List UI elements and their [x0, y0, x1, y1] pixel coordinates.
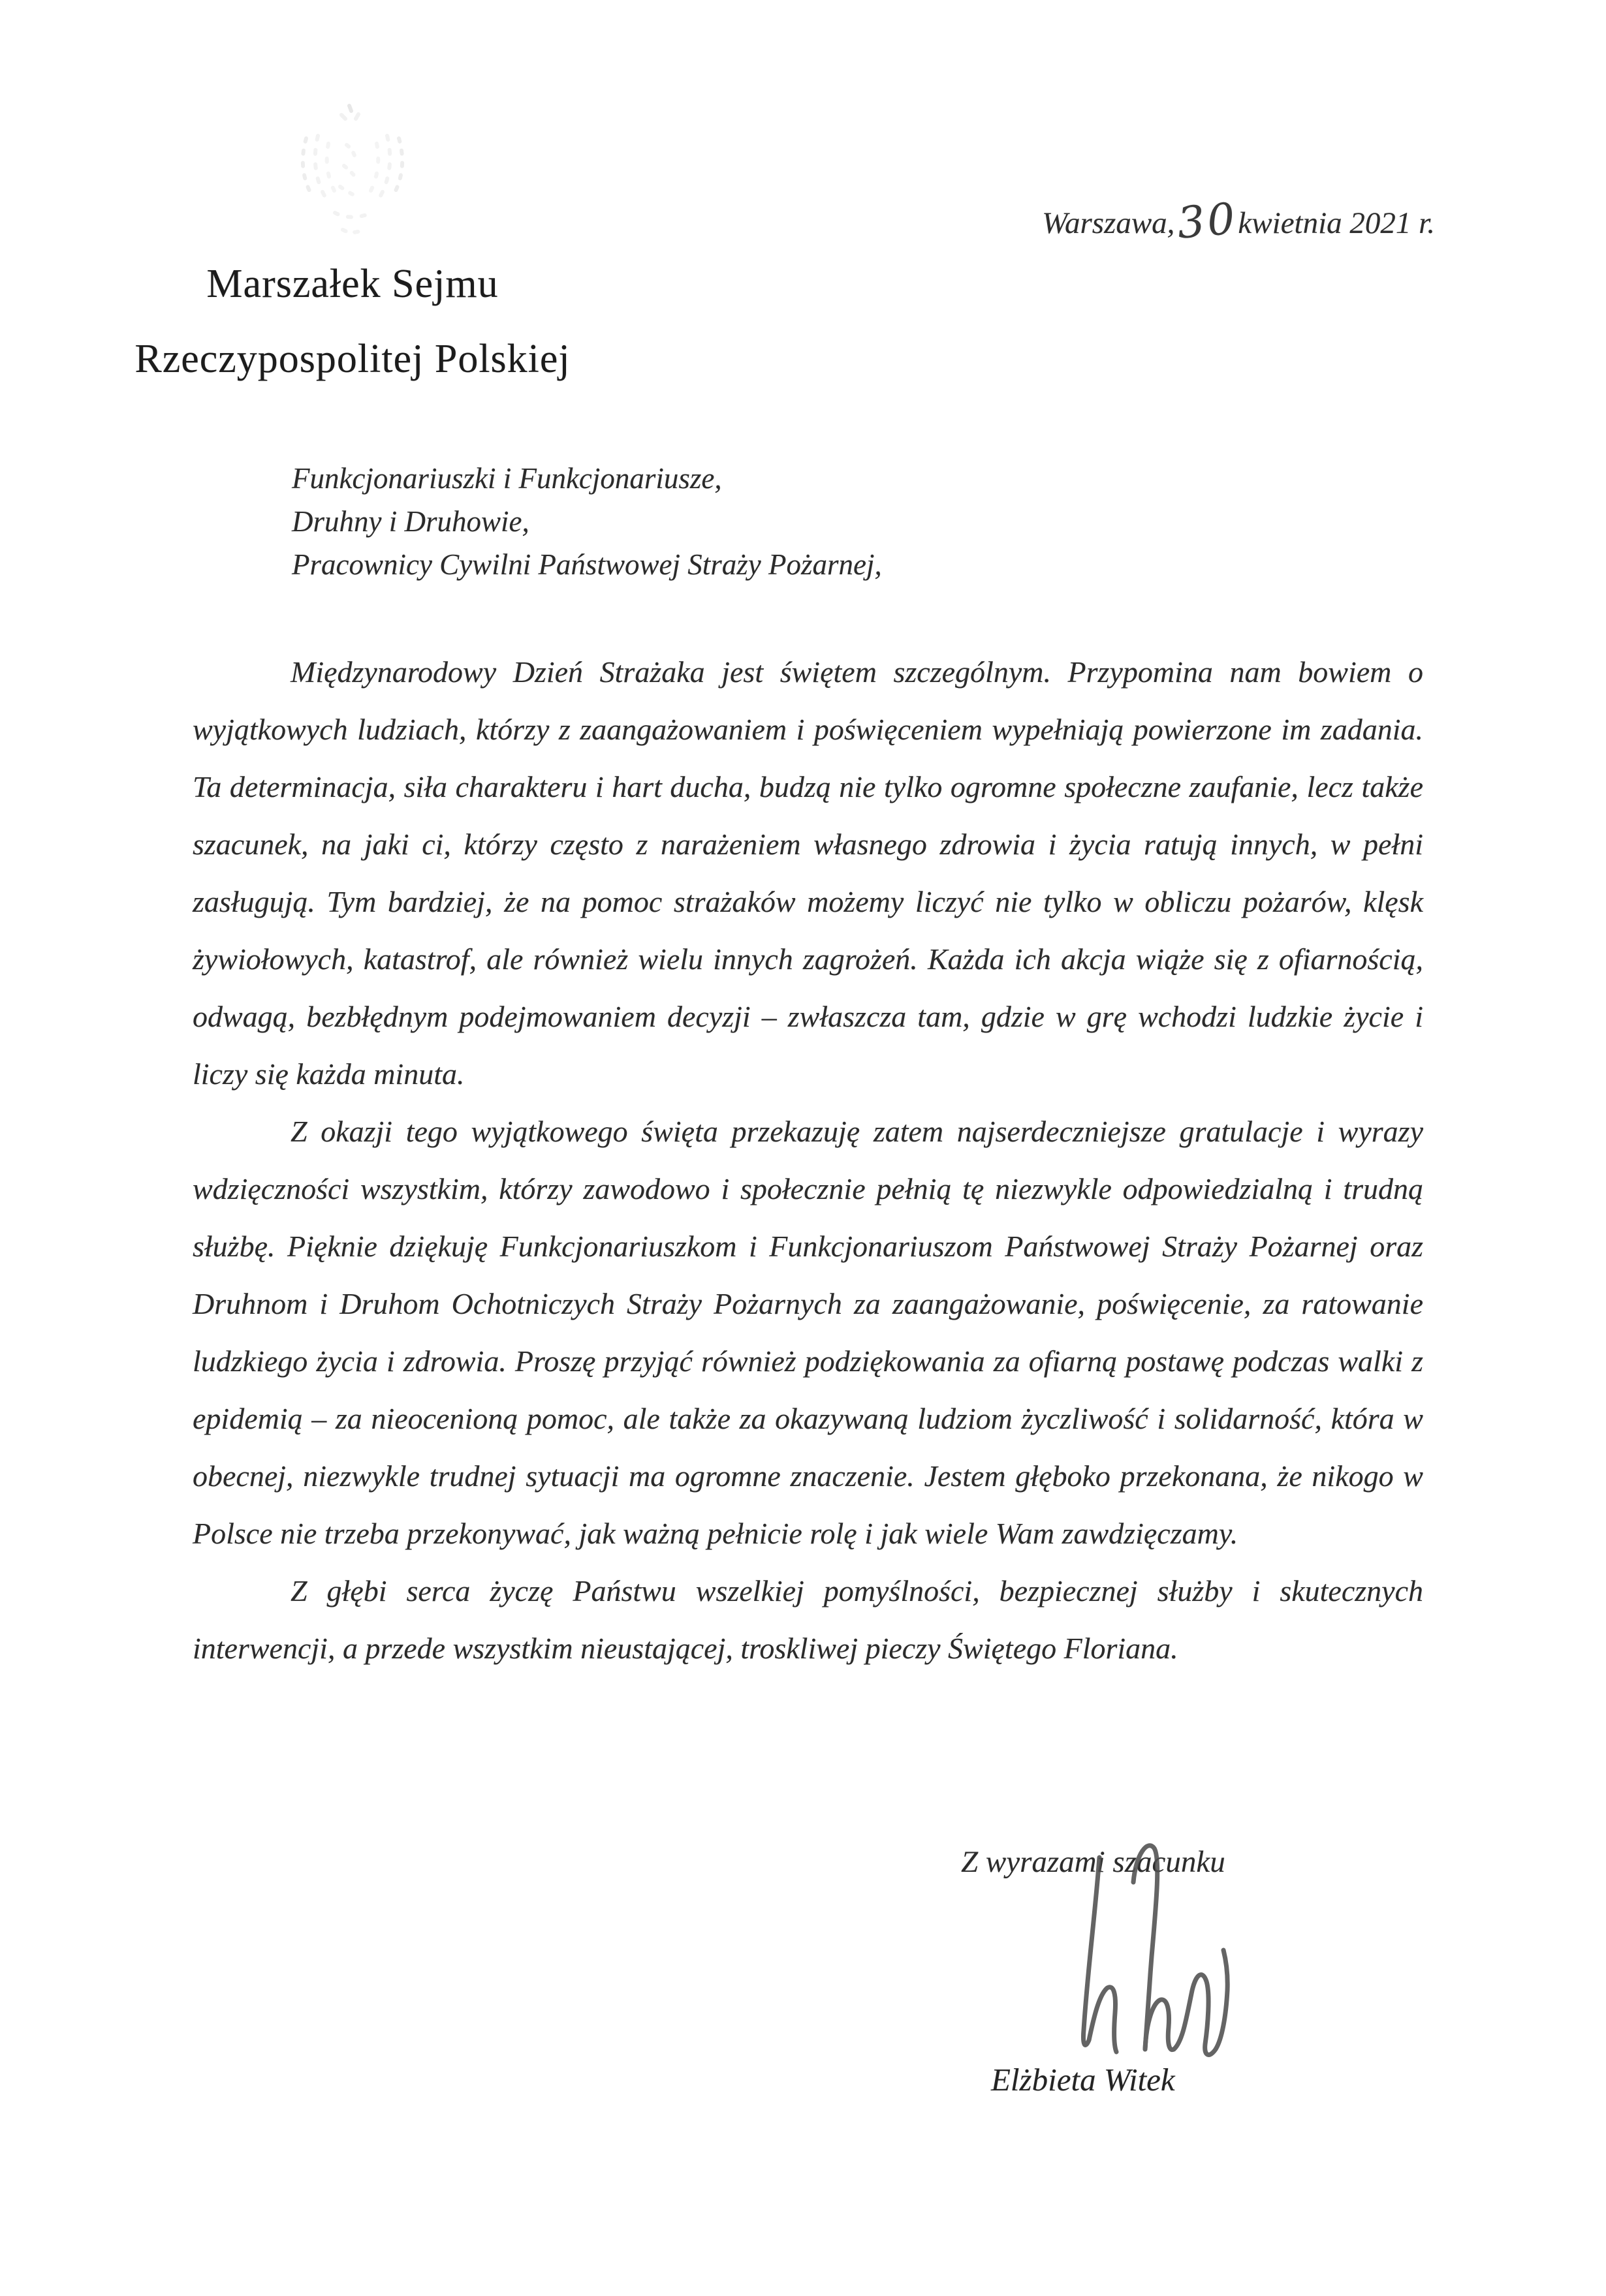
letter-body: [193, 644, 1423, 1677]
salutation-line: Funkcjonariuszki i Funkcjonariusze,: [292, 462, 722, 495]
dateline-rest: kwietnia 2021 r.: [1238, 206, 1435, 240]
dateline-handwritten-day: 30: [1175, 193, 1240, 249]
polish-eagle-watermark-icon: [284, 98, 421, 245]
body-paragraph-3: Z głębi serca życzę Państwu wszelkiej pomyślności, bezpiecznej służby i skutecznych interwencji, a przede wszystkim nieustającej, troskliwej pieczy Świętego Floriana.: [193, 1574, 1423, 1665]
salutation-line: Pracownicy Cywilni Państwowej Straży Pożarnej,: [292, 548, 882, 581]
body-paragraph-2: Z okazji tego wyjątkowego święta przekazuję zatem najserdeczniejsze gratulacje i wyrazy wdzięczności wszystkim, którzy zawodowo i społecznie pełnią tę niezwykle odpowiedzialną i trudną służbę. Pięknie dziękuję Funkcjonariuszkom i Funkcjonariuszom Państwowej Straży Pożarnej oraz Druhnom i Druhom Ochotniczych Straży Pożarnych za zaangażowanie, poświęcenie, za ratowanie ludzkiego życia i zdrowia. Proszę przyjąć również podziękowania za ofiarną postawę podczas walki z epidemią – za nieocenioną pomoc, ale także za okazywaną ludziom życzliwość i solidarność, która w obecnej, niezwykle trudnej sytuacji ma ogromne znaczenie. Jestem głęboko przekonana, że nikogo w Polsce nie trzeba przekonywać, jak ważną pełnicie rolę i jak wiele Wam zawdzięczamy.: [193, 1115, 1423, 1550]
sender-title-line1: Marszałek Sejmu: [206, 262, 499, 306]
signature-name: Elżbieta Witek: [991, 2062, 1175, 2098]
dateline: [1042, 193, 1435, 249]
dateline-city: Warszawa,: [1042, 206, 1175, 240]
body-paragraph-1: Międzynarodowy Dzień Strażaka jest świętem szczególnym. Przypomina nam bowiem o wyjątkowych ludziach, którzy z zaangażowaniem i poświęceniem wypełniają powierzone im zadania. Ta determinacja, siła charakteru i hart ducha, budzą nie tylko ogromne społeczne zaufanie, lecz także szacunek, na jaki ci, którzy często z narażeniem własnego zdrowia i życia ratują innych, w pełni zasługują. Tym bardziej, że na pomoc strażaków możemy liczyć nie tylko w obliczu pożarów, klęsk żywiołowych, katastrof, ale również wielu innych zagrożeń. Każda ich akcja wiąże się z ofiarnością, odwagą, bezbłędnym podejmowaniem decyzji – zwłaszcza tam, gdzie w grę wchodzi ludzkie życie i liczy się każda minuta.: [193, 655, 1423, 1091]
salutation: [292, 457, 882, 586]
sender-header: [124, 247, 581, 397]
valediction: Z wyrazami szacunku: [961, 1845, 1225, 1879]
handwritten-signature-icon: [1037, 1820, 1252, 2075]
sender-title-line2: Rzeczypospolitej Polskiej: [134, 337, 571, 381]
salutation-line: Druhny i Druhowie,: [292, 505, 529, 538]
